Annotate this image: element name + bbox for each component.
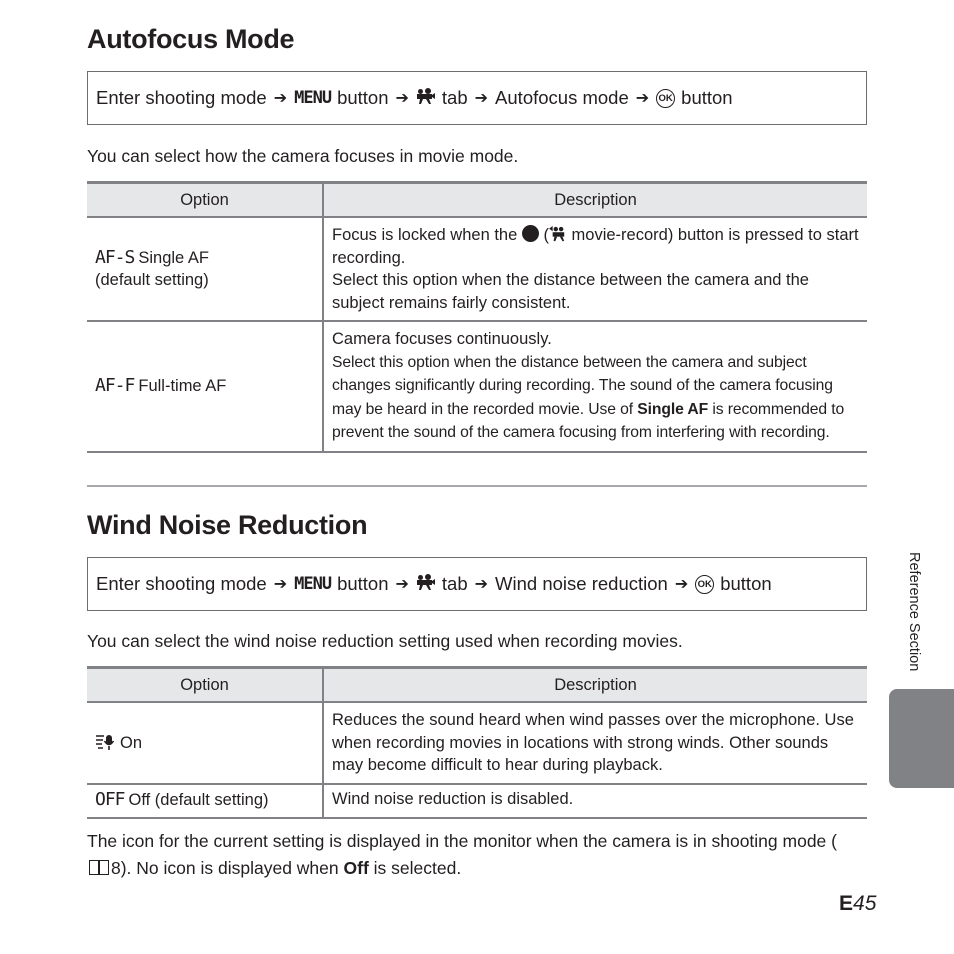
- section-divider: [87, 485, 867, 487]
- footer-text: is selected.: [373, 858, 462, 878]
- af-f-icon: AF-F: [95, 375, 135, 396]
- ok-button-icon: OK: [656, 89, 675, 108]
- option-description: [323, 702, 867, 784]
- table-row: [87, 702, 867, 784]
- table-row: [87, 321, 867, 452]
- option-description: [323, 321, 867, 452]
- page-number: [839, 892, 876, 916]
- section-title-wind-noise: Wind Noise Reduction: [87, 510, 368, 540]
- option-sublabel: (default setting): [95, 271, 209, 289]
- arrow-right-icon: ➔: [674, 576, 689, 593]
- nav-item: Autofocus mode: [495, 87, 629, 108]
- section-title-autofocus: Autofocus Mode: [87, 24, 295, 54]
- footer-note: [87, 828, 857, 882]
- option-full-time-af: [87, 321, 323, 452]
- off-icon: OFF: [95, 789, 125, 811]
- header-option: Option: [87, 183, 323, 218]
- table-row: [87, 217, 867, 321]
- desc-text: Select this option when the distance between the camera and subject changes significantly during recording. The sound of the camera focusing may be heard in the recorded movie. Use of: [332, 353, 833, 418]
- arrow-right-icon: ➔: [474, 576, 489, 593]
- options-table-autofocus: [87, 181, 867, 453]
- option-label: Single AF: [138, 248, 209, 267]
- nav-tab-suffix: tab: [441, 87, 468, 108]
- arrow-right-icon: ➔: [395, 576, 409, 593]
- menu-path-wind-noise: [87, 557, 867, 611]
- arrow-right-icon: ➔: [273, 576, 288, 593]
- intro-wind-noise: You can select the wind noise reduction setting used when recording movies.: [87, 631, 683, 651]
- option-label: Full-time AF: [138, 377, 227, 395]
- page-number-value: 45: [853, 892, 877, 915]
- arrow-right-icon: ➔: [273, 90, 288, 107]
- movie-tab-icon: [416, 573, 436, 595]
- desc-text: Focus is locked when the: [332, 226, 518, 244]
- desc-text: Wind noise reduction is disabled.: [332, 789, 574, 808]
- movie-record-icon: [549, 226, 567, 242]
- arrow-right-icon: ➔: [635, 90, 650, 107]
- nav-start: Enter shooting mode: [96, 573, 267, 594]
- nav-menu-suffix: button: [337, 573, 389, 594]
- desc-text: Camera focuses continuously.: [332, 330, 552, 348]
- ok-button-icon: OK: [695, 575, 714, 594]
- footer-text: The icon for the current setting is displayed in the monitor when the camera is in shooting mode (: [87, 831, 837, 851]
- nav-end: button: [681, 87, 733, 108]
- desc-text: is recommended to prevent the sound of the camera focusing from interfering with recording.: [332, 400, 845, 441]
- option-wind-on: [87, 702, 323, 784]
- option-description: [323, 217, 867, 321]
- book-reference-icon: [89, 860, 109, 875]
- menu-button-icon: MENU: [294, 88, 332, 108]
- table-header-row: [87, 183, 867, 218]
- option-label: On: [120, 733, 143, 752]
- nav-menu-suffix: button: [337, 87, 389, 108]
- page-prefix-icon: E: [839, 892, 854, 915]
- nav-end: button: [720, 573, 772, 594]
- desc-bold: Single AF: [637, 400, 709, 418]
- menu-path-autofocus: [87, 71, 867, 125]
- wind-microphone-icon: [95, 733, 117, 751]
- nav-item: Wind noise reduction: [495, 573, 668, 594]
- record-button-icon: [522, 225, 539, 242]
- menu-button-icon: MENU: [294, 574, 332, 594]
- table-row: [87, 784, 867, 818]
- header-description: Description: [323, 183, 867, 218]
- footer-text: 8). No icon is displayed when: [111, 858, 339, 878]
- option-wind-off: [87, 784, 323, 818]
- footer-bold: Off: [343, 858, 369, 878]
- arrow-right-icon: ➔: [395, 90, 409, 107]
- desc-paren: (: [543, 226, 549, 244]
- arrow-right-icon: ➔: [474, 90, 489, 107]
- side-tab-marker: [889, 689, 954, 788]
- table-header-row: [87, 668, 867, 703]
- option-single-af: [87, 217, 323, 321]
- intro-autofocus: You can select how the camera focuses in movie mode.: [87, 146, 519, 166]
- options-table-wind-noise: [87, 666, 867, 819]
- option-label: Off (default setting): [128, 791, 269, 810]
- option-description: [323, 784, 867, 818]
- af-s-icon: AF-S: [95, 246, 135, 268]
- header-option: Option: [87, 668, 323, 703]
- nav-start: Enter shooting mode: [96, 87, 267, 108]
- desc-text: Select this option when the distance between the camera and the subject remains fairly consistent.: [332, 271, 809, 312]
- header-description: Description: [323, 668, 867, 703]
- movie-tab-icon: [416, 87, 436, 109]
- side-tab-label: Reference Section: [906, 552, 922, 672]
- desc-text: Reduces the sound heard when wind passes over the microphone. Use when recording movies in locations with strong winds. Other sounds may become difficult to hear during playback.: [332, 711, 854, 774]
- desc-text: movie-record) button is pressed to start recording.: [332, 226, 859, 267]
- nav-tab-suffix: tab: [441, 573, 468, 594]
